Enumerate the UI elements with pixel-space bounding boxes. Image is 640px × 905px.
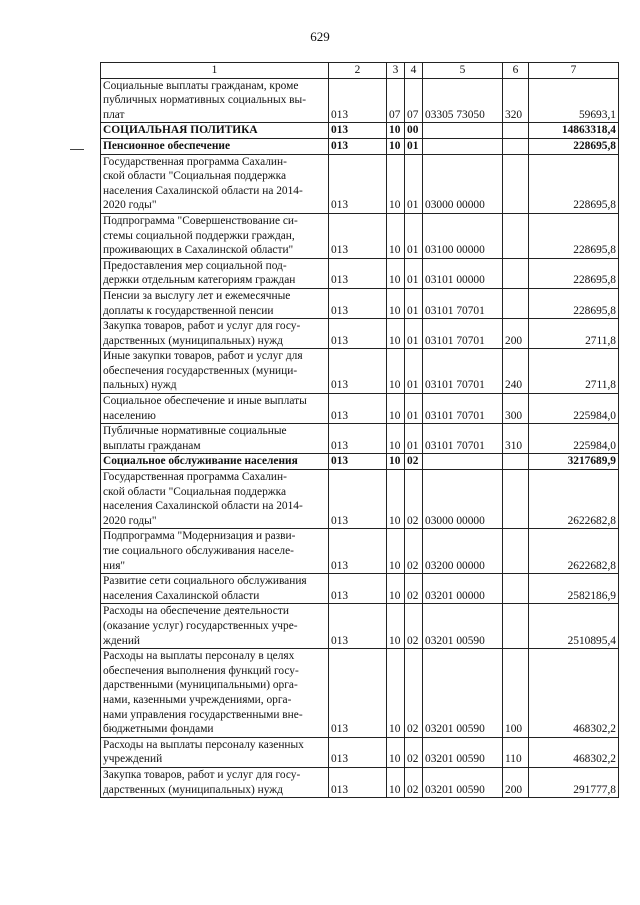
table-row	[101, 154, 619, 213]
chapter-code: 013	[329, 154, 387, 213]
section-code: 10	[387, 529, 405, 574]
column-header: 4	[405, 63, 423, 79]
expense-type-code: 100	[503, 649, 529, 738]
expense-type-code: 240	[503, 349, 529, 394]
table-row	[101, 258, 619, 288]
amount-value: 225984,0	[529, 424, 619, 454]
margin-mark	[70, 149, 84, 150]
section-code: 10	[387, 737, 405, 767]
subsection-code: 01	[405, 154, 423, 213]
table-header-row	[101, 63, 619, 79]
target-article-code	[423, 138, 503, 154]
row-name: Пенсионное обеспечение	[101, 138, 329, 154]
expense-type-code	[503, 123, 529, 139]
target-article-code: 03101 70701	[423, 319, 503, 349]
subsection-code: 02	[405, 649, 423, 738]
section-code: 10	[387, 349, 405, 394]
section-code: 10	[387, 574, 405, 604]
chapter-code: 013	[329, 649, 387, 738]
section-code: 10	[387, 454, 405, 470]
target-article-code: 03201 00590	[423, 649, 503, 738]
expense-type-code: 200	[503, 319, 529, 349]
row-name: Иные закупки товаров, работ и услуг для обеспечения государственных (муници- пальных) нужд	[101, 349, 329, 394]
chapter-code: 013	[329, 470, 387, 529]
amount-value: 2622682,8	[529, 529, 619, 574]
amount-value: 228695,8	[529, 154, 619, 213]
target-article-code	[423, 454, 503, 470]
amount-value: 291777,8	[529, 767, 619, 797]
amount-value: 2622682,8	[529, 470, 619, 529]
amount-value: 59693,1	[529, 78, 619, 123]
subsection-code: 02	[405, 604, 423, 649]
target-article-code: 03000 00000	[423, 470, 503, 529]
budget-table	[100, 62, 619, 798]
table-row	[101, 604, 619, 649]
section-code: 10	[387, 394, 405, 424]
chapter-code: 013	[329, 78, 387, 123]
column-header: 5	[423, 63, 503, 79]
row-name: Подпрограмма "Совершенствование си- стемы социальной поддержки граждан, проживающих в Сахалинской области"	[101, 213, 329, 258]
chapter-code: 013	[329, 138, 387, 154]
target-article-code: 03101 70701	[423, 349, 503, 394]
section-code: 10	[387, 154, 405, 213]
table-row	[101, 213, 619, 258]
target-article-code: 03101 70701	[423, 424, 503, 454]
row-name: Публичные нормативные социальные выплаты гражданам	[101, 424, 329, 454]
table-row	[101, 470, 619, 529]
amount-value: 468302,2	[529, 737, 619, 767]
chapter-code: 013	[329, 123, 387, 139]
column-header: 2	[329, 63, 387, 79]
section-code: 10	[387, 767, 405, 797]
chapter-code: 013	[329, 394, 387, 424]
amount-value: 2711,8	[529, 319, 619, 349]
target-article-code	[423, 123, 503, 139]
expense-type-code	[503, 258, 529, 288]
expense-type-code: 200	[503, 767, 529, 797]
expense-type-code: 310	[503, 424, 529, 454]
amount-value: 468302,2	[529, 649, 619, 738]
row-name: Социальные выплаты гражданам, кроме публичных нормативных социальных вы- плат	[101, 78, 329, 123]
amount-value: 228695,8	[529, 138, 619, 154]
row-name: Расходы на обеспечение деятельности (оказание услуг) государственных учре- ждений	[101, 604, 329, 649]
row-name: СОЦИАЛЬНАЯ ПОЛИТИКА	[101, 123, 329, 139]
table-row	[101, 529, 619, 574]
subsection-code: 01	[405, 349, 423, 394]
subsection-code: 01	[405, 319, 423, 349]
subsection-code: 01	[405, 394, 423, 424]
section-code: 10	[387, 123, 405, 139]
section-code: 10	[387, 604, 405, 649]
table-row	[101, 737, 619, 767]
section-code: 07	[387, 78, 405, 123]
target-article-code: 03201 00000	[423, 574, 503, 604]
column-header: 6	[503, 63, 529, 79]
chapter-code: 013	[329, 454, 387, 470]
chapter-code: 013	[329, 288, 387, 318]
row-name: Расходы на выплаты персоналу казенных учреждений	[101, 737, 329, 767]
subsection-code: 02	[405, 470, 423, 529]
subsection-code: 01	[405, 258, 423, 288]
target-article-code: 03201 00590	[423, 767, 503, 797]
row-name: Государственная программа Сахалин- ской области "Социальная поддержка населения Сахалинской области на 2014- 2020 годы"	[101, 470, 329, 529]
section-code: 10	[387, 138, 405, 154]
target-article-code: 03000 00000	[423, 154, 503, 213]
chapter-code: 013	[329, 319, 387, 349]
target-article-code: 03100 00000	[423, 213, 503, 258]
amount-value: 3217689,9	[529, 454, 619, 470]
amount-value: 228695,8	[529, 213, 619, 258]
table-row	[101, 649, 619, 738]
subsection-code: 02	[405, 529, 423, 574]
expense-type-code	[503, 454, 529, 470]
column-header: 7	[529, 63, 619, 79]
table-row	[101, 424, 619, 454]
expense-type-code	[503, 574, 529, 604]
chapter-code: 013	[329, 258, 387, 288]
row-name: Развитие сети социального обслуживания населения Сахалинской области	[101, 574, 329, 604]
target-article-code: 03101 00000	[423, 258, 503, 288]
table-row	[101, 123, 619, 139]
expense-type-code	[503, 138, 529, 154]
target-article-code: 03201 00590	[423, 604, 503, 649]
target-article-code: 03201 00590	[423, 737, 503, 767]
subsection-code: 02	[405, 737, 423, 767]
section-code: 10	[387, 288, 405, 318]
subsection-code: 01	[405, 213, 423, 258]
row-name: Социальное обеспечение и иные выплаты населению	[101, 394, 329, 424]
amount-value: 2510895,4	[529, 604, 619, 649]
expense-type-code: 300	[503, 394, 529, 424]
chapter-code: 013	[329, 604, 387, 649]
table-row	[101, 288, 619, 318]
chapter-code: 013	[329, 529, 387, 574]
section-code: 10	[387, 213, 405, 258]
target-article-code: 03200 00000	[423, 529, 503, 574]
subsection-code: 01	[405, 138, 423, 154]
table-row	[101, 78, 619, 123]
section-code: 10	[387, 470, 405, 529]
amount-value: 228695,8	[529, 258, 619, 288]
row-name: Пенсии за выслугу лет и ежемесячные доплаты к государственной пенсии	[101, 288, 329, 318]
chapter-code: 013	[329, 424, 387, 454]
column-header: 1	[101, 63, 329, 79]
row-name: Подпрограмма "Модернизация и разви- тие социального обслуживания населе- ния"	[101, 529, 329, 574]
row-name: Предоставления мер социальной под- держки отдельным категориям граждан	[101, 258, 329, 288]
chapter-code: 013	[329, 737, 387, 767]
target-article-code: 03305 73050	[423, 78, 503, 123]
subsection-code: 02	[405, 574, 423, 604]
subsection-code: 00	[405, 123, 423, 139]
subsection-code: 01	[405, 288, 423, 318]
subsection-code: 02	[405, 767, 423, 797]
expense-type-code	[503, 154, 529, 213]
expense-type-code	[503, 288, 529, 318]
budget-table-body	[101, 63, 619, 798]
table-row	[101, 394, 619, 424]
amount-value: 225984,0	[529, 394, 619, 424]
table-row	[101, 574, 619, 604]
amount-value: 14863318,4	[529, 123, 619, 139]
amount-value: 2711,8	[529, 349, 619, 394]
expense-type-code	[503, 529, 529, 574]
column-header: 3	[387, 63, 405, 79]
chapter-code: 013	[329, 213, 387, 258]
section-code: 10	[387, 424, 405, 454]
row-name: Расходы на выплаты персоналу в целях обеспечения выполнения функций госу- дарственными (муниципальными) орга- нами, казенными учреждениями, орга- нами управления государственными вне- бюджетными фондами	[101, 649, 329, 738]
table-row	[101, 138, 619, 154]
table-row	[101, 454, 619, 470]
row-name: Государственная программа Сахалин- ской области "Социальная поддержка населения Сахалинской области на 2014- 2020 годы"	[101, 154, 329, 213]
chapter-code: 013	[329, 349, 387, 394]
section-code: 10	[387, 649, 405, 738]
subsection-code: 01	[405, 424, 423, 454]
chapter-code: 013	[329, 767, 387, 797]
amount-value: 2582186,9	[529, 574, 619, 604]
expense-type-code: 320	[503, 78, 529, 123]
chapter-code: 013	[329, 574, 387, 604]
section-code: 10	[387, 258, 405, 288]
table-row	[101, 767, 619, 797]
amount-value: 228695,8	[529, 288, 619, 318]
target-article-code: 03101 70701	[423, 288, 503, 318]
subsection-code: 02	[405, 454, 423, 470]
expense-type-code	[503, 213, 529, 258]
target-article-code: 03101 70701	[423, 394, 503, 424]
page-number: 629	[310, 29, 330, 44]
subsection-code: 07	[405, 78, 423, 123]
table-row	[101, 319, 619, 349]
row-name: Закупка товаров, работ и услуг для госу- дарственных (муниципальных) нужд	[101, 767, 329, 797]
table-row	[101, 349, 619, 394]
row-name: Социальное обслуживание населения	[101, 454, 329, 470]
expense-type-code	[503, 470, 529, 529]
row-name: Закупка товаров, работ и услуг для госу- дарственных (муниципальных) нужд	[101, 319, 329, 349]
expense-type-code	[503, 604, 529, 649]
expense-type-code: 110	[503, 737, 529, 767]
section-code: 10	[387, 319, 405, 349]
